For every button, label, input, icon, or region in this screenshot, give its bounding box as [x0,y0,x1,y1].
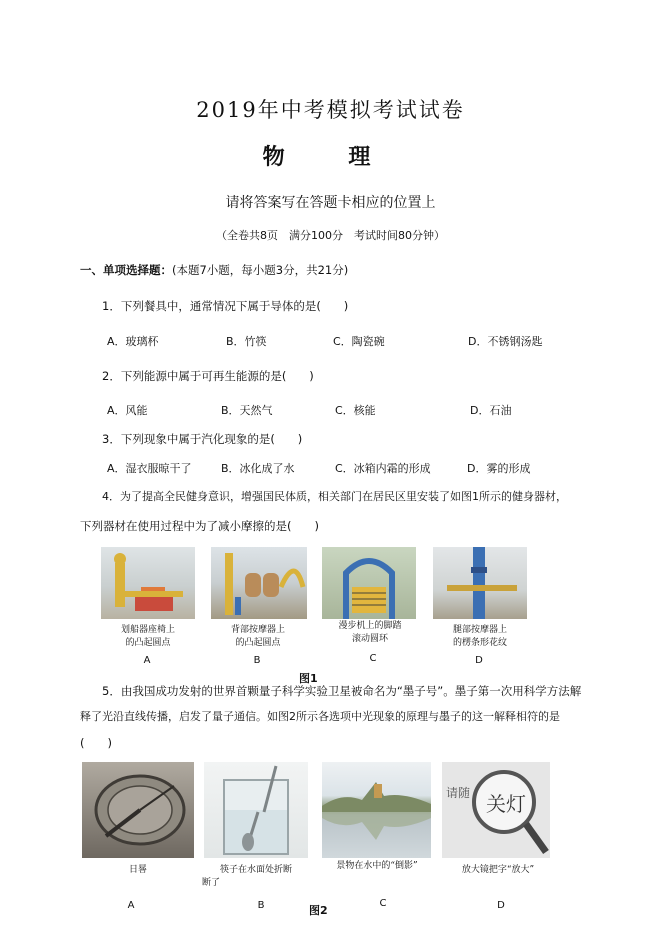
q1-option-d: D．不锈钢汤匙 [468,335,543,348]
question-4-line1: 4．为了提高全民健身意识，增强国民体质，相关部门在居民区里安装了如图1所示的健身器材， [102,490,567,503]
q2-option-d: D．石油 [470,404,512,417]
fig1-caption-c [318,620,422,646]
fig2-caption-c-line1: 景物在水中的“倒影” [336,861,418,871]
magnifier-sign-small-text: 请随 [446,786,471,800]
question-1-stem: 1．下列餐具中，通常情况下属于导体的是( ) [102,299,349,313]
fig2-caption-d-line1: 放大镜把字“放大” [461,865,535,875]
fig1-letter-c: C [369,653,377,664]
fig2-caption-d [442,864,554,877]
leg-massager-photo [433,547,527,619]
figure-2-label: 图2 [309,904,328,917]
fig2-letter-c: C [379,898,387,909]
fig1-caption-d [428,624,532,650]
magnifier-sign-large-text: 关灯 [486,792,526,816]
q2-option-a: A．风能 [107,404,148,417]
back-massager-photo [211,547,307,619]
question-5-line1: 5．由我国成功发射的世界首颗量子科学实验卫星被命名为“墨子号”。墨子第一次用科学方法解 [102,684,582,698]
fig1-letter-b: B [253,655,261,666]
fig2-caption-a [88,864,188,877]
answer-notice: 请将答案写在答题卡相应的位置上 [225,195,436,211]
section-heading-label: 一、单项选择题： [80,263,172,277]
fig1-caption-d-line1: 腿部按摩器上 [452,625,507,635]
section-heading [80,262,348,278]
fig2-caption-b-line2: 断了 [202,878,221,888]
walking-machine-photo [322,547,416,619]
reflection-photo [322,762,431,858]
fig1-caption-c-line2: 滚动圆环 [351,634,388,644]
q3-option-b: B．冰化成了水 [221,462,295,475]
section-heading-note: (本题7小题，每小题3分，共21分) [172,263,349,277]
magnifier-photo [442,762,550,858]
q1-option-a: A．玻璃杯 [107,335,159,348]
fig2-caption-c [318,860,436,873]
fig2-letter-a: A [127,900,135,911]
q1-option-b: B．竹筷 [226,335,267,348]
subject-title: 物 理 [262,144,399,170]
fig1-caption-a-line1: 划船器座椅上 [120,625,175,635]
q2-option-c: C．核能 [335,404,376,417]
exam-meta: （全卷共8页 满分100分 考试时间80分钟） [216,229,445,242]
fig2-caption-b [198,864,314,890]
fig1-caption-c-line1: 漫步机上的脚踏 [338,621,402,631]
question-4-line2: 下列器材在使用过程中为了减小摩擦的是( ) [80,519,319,533]
q3-option-c: C．冰箱内霜的形成 [335,462,431,475]
fig1-caption-b-line2: 的凸起圆点 [235,638,281,648]
fig2-caption-b-line1: 筷子在水面处折断 [219,865,292,875]
fig1-letter-d: D [475,655,483,666]
q3-option-d: D．雾的形成 [467,462,531,475]
question-3-stem: 3．下列现象中属于汽化现象的是( ) [102,432,303,446]
fig2-letter-b: B [257,900,265,911]
spoon-in-water-photo [204,762,308,858]
question-5-line2: 释了光沿直线传播，启发了量子通信。如图2所示各选项中光现象的原理与墨子的这一解释相符的是 [80,710,560,723]
exam-title: 2019年中考模拟考试试卷 [196,98,465,122]
fig2-caption-a-line1: 日晷 [128,865,147,875]
figure-1-label: 图1 [299,672,318,685]
question-2-stem: 2．下列能源中属于可再生能源的是( ) [102,369,314,383]
fig1-caption-d-line2: 的楞条形花纹 [452,638,507,648]
q3-option-a: A．湿衣服晾干了 [107,462,192,475]
fig1-caption-a-line2: 的凸起圆点 [125,638,171,648]
rowing-machine-photo [101,547,195,619]
fig1-caption-b [206,624,310,650]
fig1-letter-a: A [143,655,151,666]
sundial-photo [82,762,194,858]
question-5-line3: ( ) [80,736,112,750]
fig1-caption-b-line1: 背部按摩器上 [230,625,285,635]
q2-option-b: B．天然气 [221,404,273,417]
fig2-letter-d: D [497,900,505,911]
fig1-caption-a [97,624,199,650]
q1-option-c: C．陶瓷碗 [333,335,385,348]
